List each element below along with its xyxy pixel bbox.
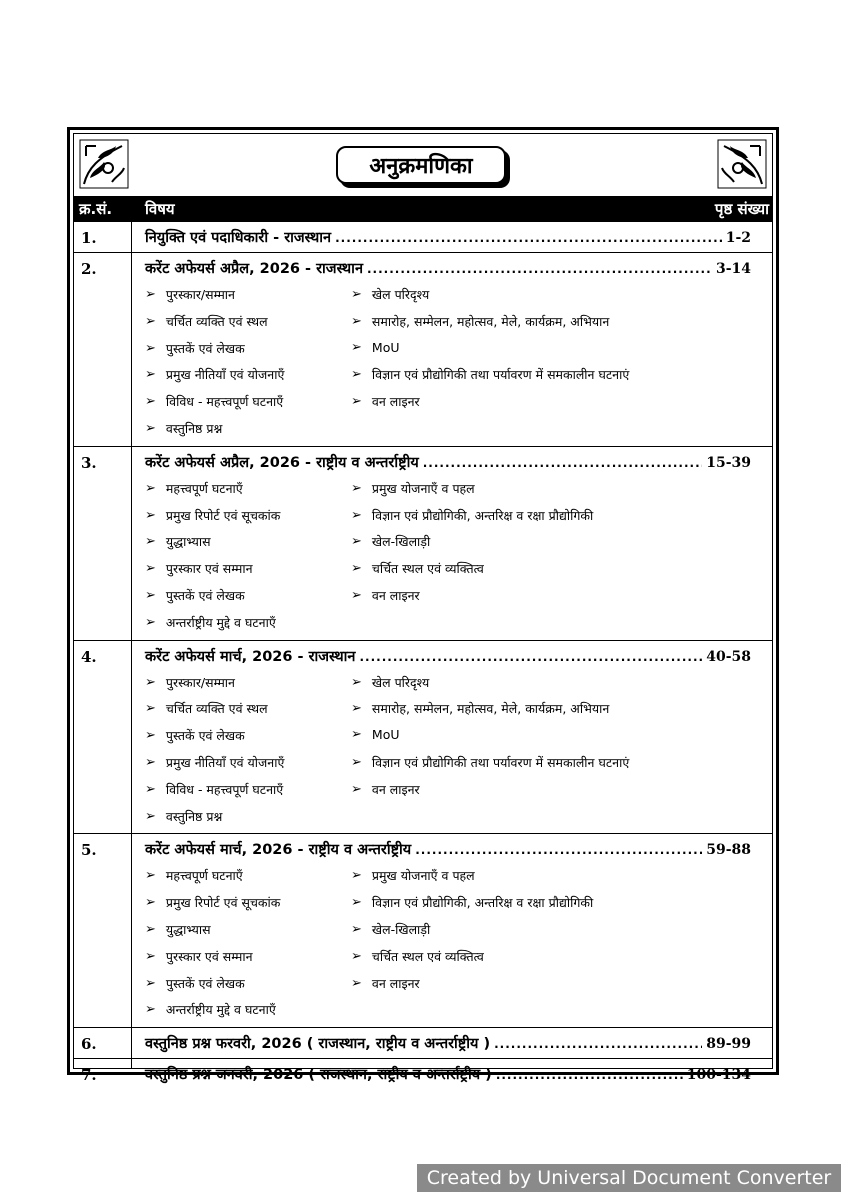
- subtopic-item: [145, 420, 222, 437]
- subtopic-label: युद्धाभ्यास: [165, 921, 211, 937]
- subtopic-item: [145, 560, 253, 577]
- subtopic-label: विज्ञान एवं प्रौद्योगिकी, अन्तरिक्ष व रक्षा प्रौद्योगिकी: [371, 507, 594, 523]
- subtopic-row: [73, 972, 773, 999]
- subtopic-item: [351, 674, 429, 691]
- contents-section: [73, 834, 773, 1028]
- arrow-bullet-icon: ➢: [145, 701, 156, 717]
- section-number: 5.: [81, 841, 97, 860]
- corner-ornament-right-icon: [716, 138, 768, 190]
- subtopic-item: [351, 286, 429, 303]
- arrow-bullet-icon: ➢: [145, 948, 156, 964]
- subtopic-label: समारोह, सम्मेलन, महोत्सव, मेले, कार्यक्रम, अभियान: [371, 701, 610, 717]
- subtopic-item: [351, 340, 400, 355]
- arrow-bullet-icon: ➢: [351, 367, 362, 383]
- subtopic-item: [351, 587, 420, 604]
- section-title-line: [145, 646, 751, 666]
- arrow-bullet-icon: ➢: [145, 728, 156, 744]
- subtopic-row: [73, 671, 773, 698]
- watermark: Created by Universal Document Converter: [417, 1164, 841, 1192]
- subtopic-row: [73, 504, 773, 531]
- subtopic-label: MoU: [371, 339, 400, 355]
- section-title: करेंट अफेयर्स मार्च, 2026 - राजस्थान: [145, 648, 356, 665]
- subtopic-item: [145, 313, 268, 330]
- subtopic-item: [145, 781, 283, 798]
- subtopic-item: [145, 587, 245, 604]
- subtopic-label: पुरस्कार/सम्मान: [165, 287, 235, 302]
- subtopic-list: [73, 283, 773, 446]
- subtopic-label: विविध - महत्त्वपूर्ण घटनाएँ: [165, 781, 284, 797]
- subtopic-item: [145, 480, 243, 497]
- leader-dots: [496, 1068, 683, 1082]
- subtopic-label: वस्तुनिष्ठ प्रश्न: [165, 808, 223, 824]
- subtopic-label: प्रमुख रिपोर्ट एवं सूचकांक: [165, 507, 281, 523]
- arrow-bullet-icon: ➢: [351, 948, 362, 964]
- subtopic-item: [145, 366, 284, 383]
- subtopic-label: पुस्तकें एवं लेखक: [165, 728, 245, 744]
- subtopic-item: [351, 948, 484, 965]
- subtopic-label: वन लाइनर: [371, 975, 420, 991]
- section-row[interactable]: [73, 1028, 773, 1058]
- contents-section: [73, 253, 773, 447]
- section-title-line: [145, 1064, 751, 1084]
- subtopic-item: [351, 921, 430, 938]
- subtopic-item: [145, 948, 253, 965]
- subtopic-item: [351, 975, 420, 992]
- subtopic-item: [351, 313, 609, 330]
- subtopic-row: [73, 891, 773, 918]
- arrow-bullet-icon: ➢: [351, 921, 362, 937]
- section-title-line: [145, 452, 751, 472]
- subtopic-label: पुस्तकें एवं लेखक: [165, 340, 245, 356]
- section-row[interactable]: [73, 447, 773, 477]
- arrow-bullet-icon: ➢: [351, 313, 362, 329]
- arrow-bullet-icon: ➢: [351, 701, 362, 717]
- arrow-bullet-icon: ➢: [145, 313, 156, 329]
- subtopic-label: अन्तर्राष्ट्रीय मुद्दे व घटनाएँ: [165, 1002, 276, 1018]
- subtopic-item: [351, 781, 420, 798]
- section-title-line: [145, 839, 751, 859]
- arrow-bullet-icon: ➢: [145, 975, 156, 991]
- arrow-bullet-icon: ➢: [351, 781, 362, 797]
- section-number: 1.: [81, 229, 97, 247]
- contents-section: [73, 1059, 773, 1089]
- subtopic-list: [73, 671, 773, 834]
- subtopic-item: [145, 700, 268, 717]
- arrow-bullet-icon: ➢: [145, 921, 156, 937]
- section-row[interactable]: [73, 834, 773, 864]
- arrow-bullet-icon: ➢: [351, 754, 362, 770]
- subtopic-item: [145, 867, 243, 884]
- arrow-bullet-icon: ➢: [145, 367, 156, 383]
- subtopic-row: [73, 337, 773, 364]
- subtopic-label: युद्धाभ्यास: [165, 534, 211, 550]
- subtopic-row: [73, 530, 773, 557]
- subtopic-label: प्रमुख योजनाएँ व पहल: [371, 868, 475, 884]
- section-pages: 59-88: [706, 842, 751, 859]
- arrow-bullet-icon: ➢: [351, 587, 362, 603]
- arrow-bullet-icon: ➢: [351, 534, 362, 550]
- arrow-bullet-icon: ➢: [351, 895, 362, 911]
- subtopic-label: MoU: [371, 727, 400, 743]
- section-number: 4.: [81, 647, 97, 666]
- subtopic-label: महत्त्वपूर्ण घटनाएँ: [165, 480, 243, 496]
- subtopic-item: [145, 286, 235, 303]
- corner-ornament-left-icon: [78, 138, 130, 190]
- section-pages: 1-2: [725, 230, 751, 246]
- subtopic-row: [73, 310, 773, 337]
- subtopic-row: [73, 945, 773, 972]
- arrow-bullet-icon: ➢: [145, 340, 156, 356]
- arrow-bullet-icon: ➢: [351, 339, 362, 355]
- section-title: वस्तुनिष्ठ प्रश्न जनवरी, 2026 ( राजस्थान, राष्ट्रीय व अन्तर्राष्ट्रीय ): [145, 1067, 492, 1084]
- subtopic-list: [73, 477, 773, 640]
- arrow-bullet-icon: ➢: [145, 674, 156, 690]
- subtopic-label: चर्चित व्यक्ति एवं स्थल: [165, 701, 268, 717]
- subtopic-list: [73, 864, 773, 1027]
- subtopic-item: [351, 560, 484, 577]
- section-title-line: [145, 1033, 751, 1053]
- subtopic-row: [73, 611, 773, 638]
- subtopic-row: [73, 477, 773, 504]
- arrow-bullet-icon: ➢: [145, 420, 156, 436]
- subtopic-row: [73, 417, 773, 444]
- section-number: 2.: [81, 260, 97, 278]
- subtopic-label: चर्चित स्थल एवं व्यक्तित्व: [371, 948, 484, 964]
- section-pages: 3-14: [715, 261, 751, 277]
- contents-section: [73, 222, 773, 253]
- arrow-bullet-icon: ➢: [351, 727, 362, 743]
- page-title: अनुक्रमणिका: [336, 146, 506, 184]
- subtopic-label: महत्त्वपूर्ण घटनाएँ: [165, 868, 243, 884]
- subtopic-row: [73, 584, 773, 611]
- subtopic-label: पुरस्कार एवं सम्मान: [165, 948, 253, 964]
- arrow-bullet-icon: ➢: [351, 975, 362, 991]
- arrow-bullet-icon: ➢: [145, 1002, 156, 1018]
- subtopic-label: चर्चित व्यक्ति एवं स्थल: [165, 313, 268, 329]
- subtopic-label: चर्चित स्थल एवं व्यक्तित्व: [371, 561, 484, 577]
- subtopic-item: [145, 533, 211, 550]
- arrow-bullet-icon: ➢: [351, 507, 362, 523]
- subtopic-label: विविध - महत्त्वपूर्ण घटनाएँ: [165, 394, 284, 410]
- subtopic-item: [145, 894, 280, 911]
- header-page: पृष्ठ संख्या: [714, 200, 769, 218]
- subtopic-item: [145, 340, 245, 357]
- arrow-bullet-icon: ➢: [145, 394, 156, 410]
- subtopic-label: विज्ञान एवं प्रौद्योगिकी तथा पर्यावरण में समकालीन घटनाएं: [371, 754, 630, 770]
- section-number: 6.: [81, 1035, 97, 1054]
- section-title: वस्तुनिष्ठ प्रश्न फरवरी, 2026 ( राजस्थान, राष्ट्रीय व अन्तर्राष्ट्रीय ): [145, 1036, 491, 1053]
- section-number: 7.: [81, 1066, 97, 1085]
- subtopic-item: [351, 393, 420, 410]
- section-pages: 15-39: [706, 454, 751, 471]
- subtopic-row: [73, 998, 773, 1025]
- subtopic-label: प्रमुख नीतियाँ एवं योजनाएँ: [165, 754, 285, 770]
- subtopic-label: पुस्तकें एवं लेखक: [165, 587, 245, 603]
- subtopic-item: [351, 507, 593, 524]
- subtopic-item: [145, 754, 284, 771]
- contents-section: [73, 1028, 773, 1059]
- section-title: नियुक्ति एवं पदाधिकारी - राजस्थान: [145, 230, 332, 246]
- leader-dots: [367, 262, 712, 276]
- leader-dots: [423, 456, 702, 470]
- subtopic-label: खेल-खिलाड़ी: [371, 921, 431, 937]
- subtopic-label: प्रमुख नीतियाँ एवं योजनाएँ: [165, 367, 285, 383]
- arrow-bullet-icon: ➢: [351, 674, 362, 690]
- arrow-bullet-icon: ➢: [145, 507, 156, 523]
- subtopic-item: [145, 727, 245, 744]
- subtopic-row: [73, 697, 773, 724]
- leader-dots: [359, 650, 702, 664]
- arrow-bullet-icon: ➢: [145, 781, 156, 797]
- subtopic-label: विज्ञान एवं प्रौद्योगिकी, अन्तरिक्ष व रक्षा प्रौद्योगिकी: [371, 895, 594, 911]
- subtopic-label: खेल परिदृश्य: [371, 287, 430, 302]
- section-pages: 40-58: [706, 648, 751, 665]
- leader-dots: [415, 843, 702, 857]
- arrow-bullet-icon: ➢: [145, 895, 156, 911]
- subtopic-item: [351, 894, 593, 911]
- subtopic-item: [145, 393, 283, 410]
- section-title: करेंट अफेयर्स अप्रैल, 2026 - राजस्थान: [145, 261, 363, 277]
- subtopic-row: [73, 751, 773, 778]
- subtopic-row: [73, 390, 773, 417]
- header-serial: क्र.सं.: [79, 200, 113, 218]
- subtopic-label: वन लाइनर: [371, 394, 420, 410]
- subtopic-label: खेल-खिलाड़ी: [371, 534, 431, 550]
- leader-dots: [494, 1037, 702, 1051]
- section-pages: 100-134: [686, 1067, 751, 1084]
- subtopic-label: वन लाइनर: [371, 781, 420, 797]
- arrow-bullet-icon: ➢: [351, 480, 362, 496]
- subtopic-item: [351, 366, 629, 383]
- subtopic-label: वन लाइनर: [371, 587, 420, 603]
- section-row[interactable]: [73, 222, 773, 252]
- section-row[interactable]: [73, 641, 773, 671]
- subtopic-row: [73, 283, 773, 310]
- subtopic-label: विज्ञान एवं प्रौद्योगिकी तथा पर्यावरण में समकालीन घटनाएं: [371, 367, 630, 383]
- subtopic-item: [145, 614, 276, 631]
- subtopic-label: प्रमुख योजनाएँ व पहल: [371, 480, 475, 496]
- arrow-bullet-icon: ➢: [145, 614, 156, 630]
- subtopic-item: [351, 754, 629, 771]
- arrow-bullet-icon: ➢: [351, 868, 362, 884]
- subtopic-item: [351, 727, 400, 742]
- arrow-bullet-icon: ➢: [145, 287, 156, 302]
- subtopic-item: [351, 480, 475, 497]
- subtopic-row: [73, 778, 773, 805]
- arrow-bullet-icon: ➢: [145, 754, 156, 770]
- subtopic-label: पुस्तकें एवं लेखक: [165, 975, 245, 991]
- subtopic-item: [351, 533, 430, 550]
- subtopic-label: अन्तर्राष्ट्रीय मुद्दे व घटनाएँ: [165, 614, 276, 630]
- section-pages: 89-99: [706, 1036, 751, 1053]
- subtopic-item: [145, 674, 235, 691]
- subtopic-label: वस्तुनिष्ठ प्रश्न: [165, 420, 223, 436]
- contents-table: [73, 222, 773, 1089]
- subtopic-item: [145, 921, 211, 938]
- section-row[interactable]: [73, 253, 773, 283]
- arrow-bullet-icon: ➢: [351, 394, 362, 410]
- subtopic-item: [351, 867, 475, 884]
- subtopic-row: [73, 557, 773, 584]
- section-title-line: [145, 258, 751, 278]
- section-row[interactable]: [73, 1059, 773, 1089]
- arrow-bullet-icon: ➢: [351, 561, 362, 577]
- header-subject: विषय: [145, 200, 175, 218]
- subtopic-row: [73, 363, 773, 390]
- contents-section: [73, 641, 773, 835]
- subtopic-label: पुरस्कार/सम्मान: [165, 674, 235, 690]
- arrow-bullet-icon: ➢: [145, 868, 156, 884]
- section-title: करेंट अफेयर्स मार्च, 2026 - राष्ट्रीय व अन्तर्राष्ट्रीय: [145, 842, 412, 859]
- subtopic-label: पुरस्कार एवं सम्मान: [165, 561, 253, 577]
- subtopic-label: समारोह, सम्मेलन, महोत्सव, मेले, कार्यक्रम, अभियान: [371, 313, 610, 329]
- subtopic-row: [73, 918, 773, 945]
- subtopic-label: खेल परिदृश्य: [371, 674, 430, 690]
- arrow-bullet-icon: ➢: [351, 287, 362, 302]
- arrow-bullet-icon: ➢: [145, 480, 156, 496]
- subtopic-item: [145, 975, 245, 992]
- section-number: 3.: [81, 453, 97, 472]
- contents-section: [73, 447, 773, 641]
- subtopic-item: [145, 1001, 276, 1018]
- arrow-bullet-icon: ➢: [145, 561, 156, 577]
- subtopic-item: [145, 808, 222, 825]
- subtopic-item: [351, 700, 609, 717]
- subtopic-row: [73, 805, 773, 832]
- arrow-bullet-icon: ➢: [145, 808, 156, 824]
- arrow-bullet-icon: ➢: [145, 587, 156, 603]
- table-header: [73, 196, 773, 222]
- subtopic-row: [73, 864, 773, 891]
- arrow-bullet-icon: ➢: [145, 534, 156, 550]
- leader-dots: [335, 231, 722, 245]
- subtopic-item: [145, 507, 280, 524]
- subtopic-label: प्रमुख रिपोर्ट एवं सूचकांक: [165, 895, 281, 911]
- section-title: करेंट अफेयर्स अप्रैल, 2026 - राष्ट्रीय व अन्तर्राष्ट्रीय: [145, 454, 419, 471]
- section-title-line: [145, 227, 751, 247]
- subtopic-row: [73, 724, 773, 751]
